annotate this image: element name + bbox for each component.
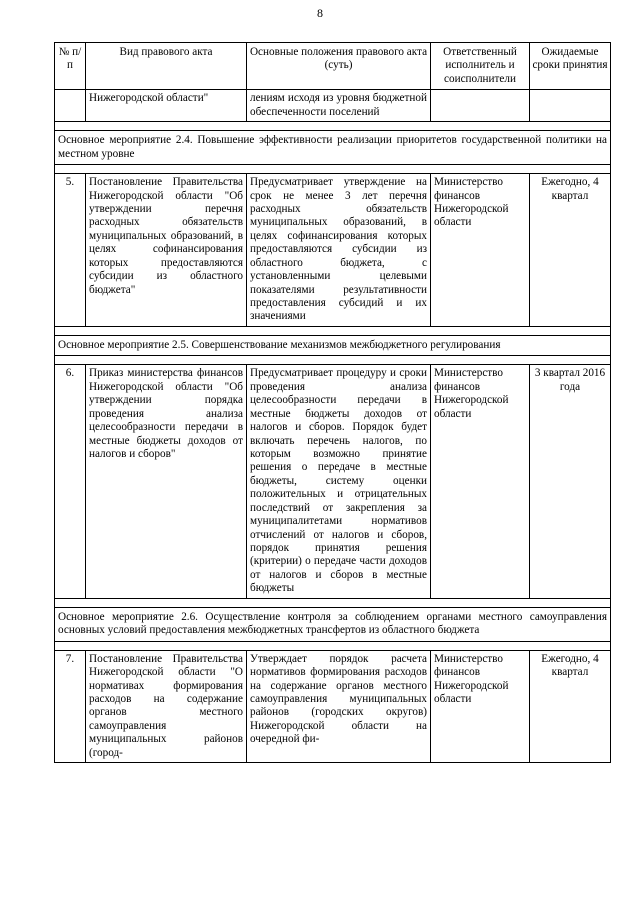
cell-executor [431,90,530,122]
cell-executor: Министерство финансов Нижегородской области [431,174,530,327]
section-heading-2-4 [55,131,611,165]
table-row-continued [55,90,611,122]
row-spacer [55,641,611,650]
cell-deadline: 3 квартал 2016 года [530,365,611,598]
cell-act-type: Приказ министерства финансов Нижегородской области "Об утверждении порядка проведения анализа целесообразности передачи в местные бюджеты доходов от налогов и сборов" [86,365,247,598]
section-title: Основное мероприятие 2.4. Повышение эффективности реализации приоритетов государственной политики на местном уровне [55,131,611,165]
cell-deadline: Ежегодно, 4 квартал [530,650,611,763]
cell-summary: Утверждает порядок расчета нормативов формирования расходов на содержание органов местного самоуправления муниципальных районов (городских округов) Нижегородской области на очередной фи- [247,650,431,763]
cell-num: 5. [55,174,86,327]
cell-num: 7. [55,650,86,763]
legal-acts-table [54,42,611,763]
section-heading-2-6 [55,607,611,641]
row-spacer [55,326,611,335]
cell-act-type: Постановление Правительства Нижегородской области "О нормативах формирования расходов на содержание органов местного самоуправления муниципальных районов (город- [86,650,247,763]
cell-num [55,90,86,122]
page-number: 8 [317,6,323,20]
cell-executor: Министерство финансов Нижегородской области [431,365,530,598]
section-title: Основное мероприятие 2.5. Совершенствование механизмов межбюджетного регулирования [55,335,611,355]
header-act-type: Вид правового акта [86,43,247,90]
section-heading-2-5 [55,335,611,355]
cell-deadline [530,90,611,122]
row-spacer [55,122,611,131]
cell-summary: лениям исходя из уровня бюджетной обеспеченности поселений [247,90,431,122]
cell-summary: Предусматривает утверждение на срок не менее 3 лет перечня расходных обязательств муниципальных образований, в целях софинансирования которых предоставляются субсидии из областного бюджета, с установленными целевыми показателями результативности предоставления субсидий и их значениями [247,174,431,327]
row-spacer [55,598,611,607]
header-executor: Ответственный исполнитель и соисполнители [431,43,530,90]
cell-executor: Министерство финансов Нижегородской области [431,650,530,763]
cell-deadline: Ежегодно, 4 квартал [530,174,611,327]
row-spacer [55,356,611,365]
header-summary: Основные положения правового акта (суть) [247,43,431,90]
cell-act-type: Постановление Правительства Нижегородской области "Об утверждении перечня расходных обязательств муниципальных образований, в целях софинансирования которых предоставляются субсидии из областного бюджета" [86,174,247,327]
table-header-row [55,43,611,90]
cell-act-type: Нижегородской области" [86,90,247,122]
table-row [55,650,611,763]
section-title: Основное мероприятие 2.6. Осуществление контроля за соблюдением органами местного самоуправления основных условий предоставления межбюджетных трансфертов из областного бюджета [55,607,611,641]
cell-num: 6. [55,365,86,598]
header-num: № п/п [55,43,86,90]
header-deadline: Ожидаемые сроки принятия [530,43,611,90]
cell-summary: Предусматривает процедуру и сроки проведения анализа целесообразности передачи в местные бюджеты доходов от налогов и сборов. Порядок будет включать перечень налогов, по которым возможно принятие решения о передаче в местные бюджеты, систему оценки положительных и отрицательных последствий от закрепления за муниципалитетами нормативов отчислений от налогов и сборов, порядок принятия решения (критерии) о передаче части доходов от налогов и сборов в местные бюджеты [247,365,431,598]
row-spacer [55,165,611,174]
table-row [55,174,611,327]
table-row [55,365,611,598]
